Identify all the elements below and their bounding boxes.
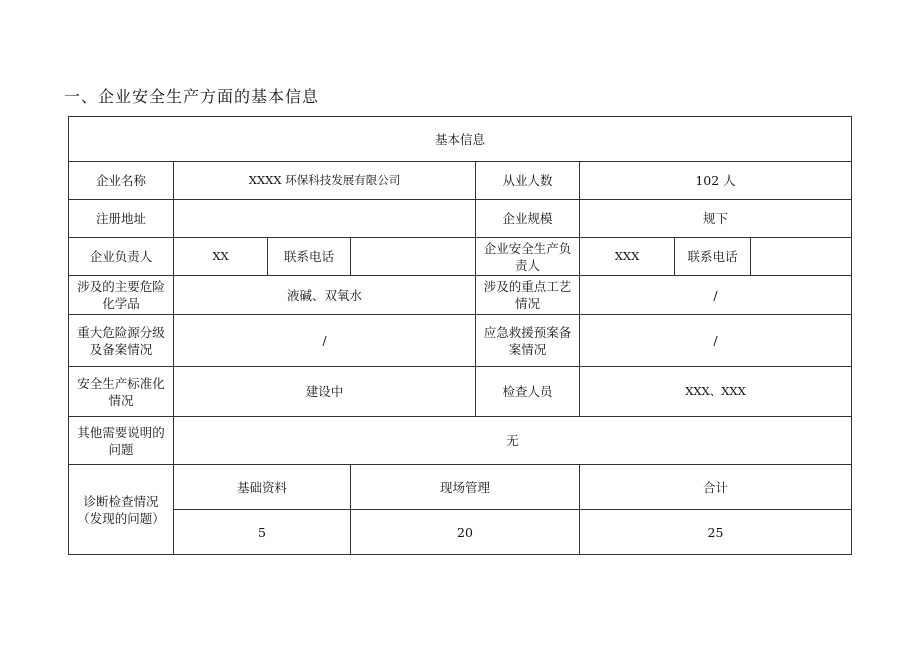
- table-title: 基本信息: [69, 117, 852, 162]
- table-title-row: [69, 117, 852, 162]
- process-value: /: [580, 276, 852, 315]
- scale-value: 规下: [580, 200, 852, 238]
- other-value: 无: [174, 417, 852, 465]
- company-name-value: XXXX 环保科技发展有限公司: [174, 162, 476, 200]
- inspector-value: XXX、XXX: [580, 367, 852, 417]
- diagnosis-header-row: [69, 465, 852, 510]
- inspector-label: 检查人员: [476, 367, 580, 417]
- employees-value: 102 人: [580, 162, 852, 200]
- hazard-value: /: [174, 315, 476, 367]
- standard-value: 建设中: [174, 367, 476, 417]
- standard-label: 安全生产标准化情况: [69, 367, 174, 417]
- emergency-label: 应急救援预案备案情况: [476, 315, 580, 367]
- chemicals-value: 液碱、双氧水: [174, 276, 476, 315]
- diagnosis-header: 合计: [580, 465, 852, 510]
- diagnosis-value-row: [69, 510, 852, 555]
- emergency-value: /: [580, 315, 852, 367]
- safety-phone-value: [751, 238, 852, 276]
- address-label: 注册地址: [69, 200, 174, 238]
- basic-info-table: [68, 116, 852, 555]
- table-row: [69, 162, 852, 200]
- table-row: [69, 315, 852, 367]
- table-row: [69, 238, 852, 276]
- other-label: 其他需要说明的问题: [69, 417, 174, 465]
- safety-phone-label: 联系电话: [675, 238, 751, 276]
- safety-leader-label: 企业安全生产负责人: [476, 238, 580, 276]
- leader-phone-label: 联系电话: [268, 238, 351, 276]
- section-heading: 一、企业安全生产方面的基本信息: [64, 87, 320, 106]
- table-row: [69, 276, 852, 315]
- safety-leader-value: XXX: [580, 238, 675, 276]
- diagnosis-value: 25: [580, 510, 852, 555]
- table-row: [69, 417, 852, 465]
- diagnosis-value: 20: [351, 510, 580, 555]
- diagnosis-header: 基础资料: [174, 465, 351, 510]
- company-name-label: 企业名称: [69, 162, 174, 200]
- table-row: [69, 200, 852, 238]
- diagnosis-value: 5: [174, 510, 351, 555]
- leader-label: 企业负责人: [69, 238, 174, 276]
- leader-phone-value: [351, 238, 476, 276]
- process-label: 涉及的重点工艺情况: [476, 276, 580, 315]
- diagnosis-label: 诊断检查情况（发现的问题）: [69, 465, 174, 555]
- employees-label: 从业人数: [476, 162, 580, 200]
- address-value: [174, 200, 476, 238]
- scale-label: 企业规模: [476, 200, 580, 238]
- chemicals-label: 涉及的主要危险化学品: [69, 276, 174, 315]
- table-row: [69, 367, 852, 417]
- hazard-label: 重大危险源分级及备案情况: [69, 315, 174, 367]
- diagnosis-header: 现场管理: [351, 465, 580, 510]
- leader-value: XX: [174, 238, 268, 276]
